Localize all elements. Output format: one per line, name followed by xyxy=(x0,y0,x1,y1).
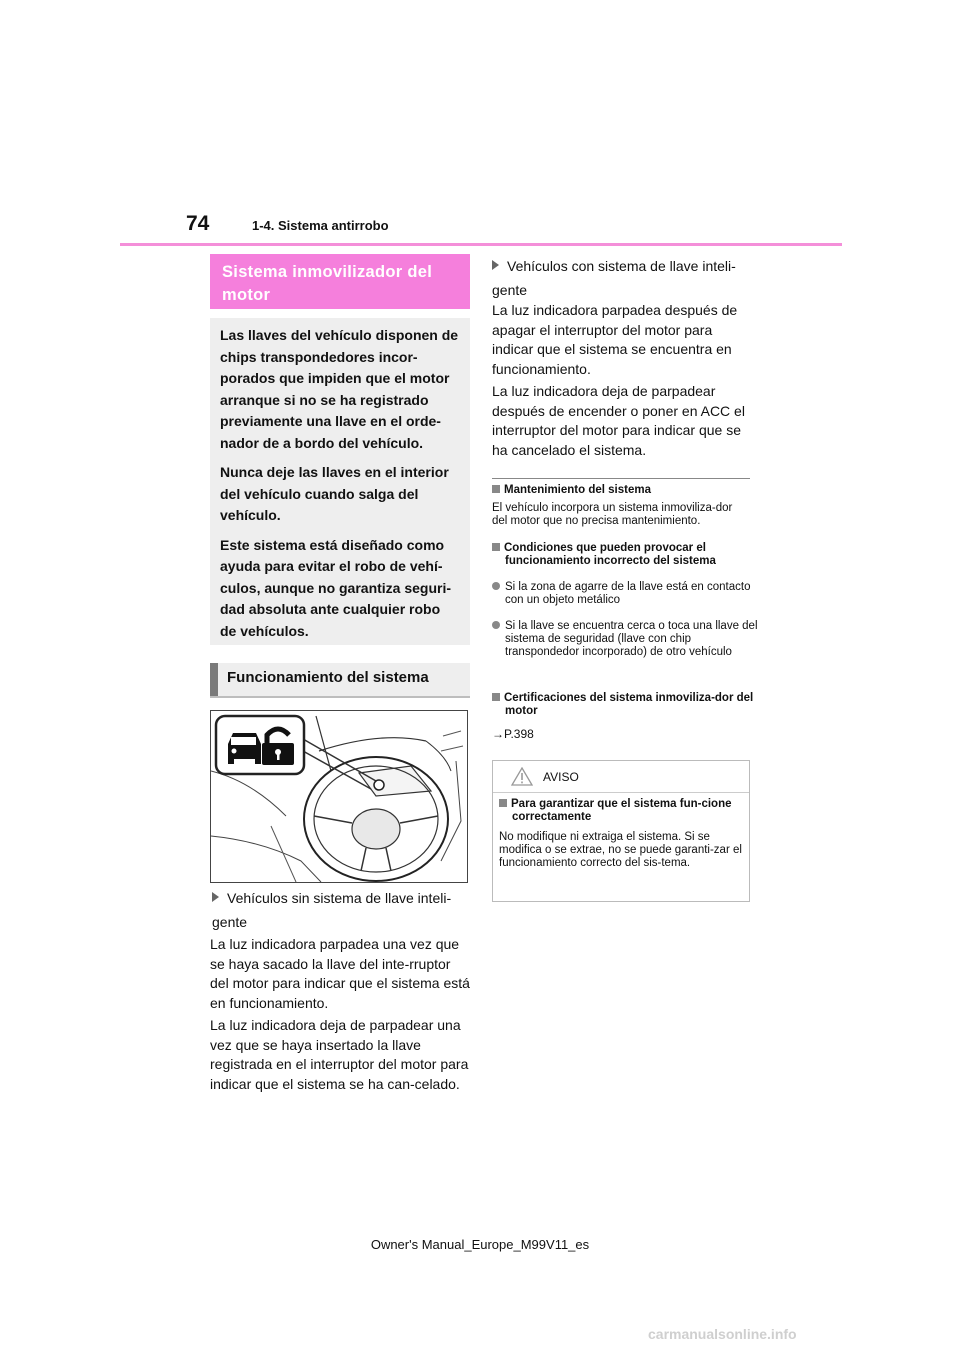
heading-text: Condiciones que pueden provocar el funcionamiento incorrecto del sistema xyxy=(504,542,716,567)
page-number: 74 xyxy=(186,212,210,235)
intro-paragraph: Nunca deje las llaves en el interior del vehículo cuando salga del vehículo. xyxy=(220,464,449,523)
heading-text: Para garantizar que el sistema fun-cione correctamente xyxy=(511,798,732,823)
warning-header xyxy=(493,761,749,793)
square-bullet-icon xyxy=(492,485,500,493)
heading-underline xyxy=(210,696,470,698)
heading-text: Certificaciones del sistema inmoviliza-dor del motor xyxy=(504,692,754,717)
intro-paragraph: Las llaves del vehículo disponen de chips transpondedores incor-porados que impiden que el motor arranque si no se ha registrado previamente una llave en el orde-nador de a bordo del vehículo. xyxy=(220,327,459,451)
list-item xyxy=(492,581,763,607)
immobilizer-intro-box xyxy=(210,318,470,645)
conditions-heading xyxy=(492,542,763,568)
bullet-text: Vehículos sin sistema de llave inteli-gente xyxy=(212,890,452,930)
list-item xyxy=(492,254,750,302)
paragraph: La luz indicadora deja de parpadear una vez que se haya insertado la llave registrada en el interruptor del motor para indicar que el sistema se ha can-celado. xyxy=(210,1017,469,1092)
arrow-icon xyxy=(212,892,219,902)
bullet-text: Vehículos con sistema de llave inteli-gente xyxy=(492,258,736,298)
warning-heading xyxy=(499,798,752,824)
maintenance-heading xyxy=(492,484,750,497)
watermark: carmanualsonline.info xyxy=(648,1326,797,1342)
paragraph: La luz indicadora parpadea una vez que se haya sacado la llave del inte-rruptor del motor para indicar que el sistema está en funcionamiento. xyxy=(210,936,470,1011)
square-bullet-icon xyxy=(499,799,507,807)
paragraph: La luz indicadora parpadea después de apagar el interruptor del motor para indicar que el sistema se encuentra en funcionamiento. xyxy=(492,302,738,377)
paragraph: La luz indicadora deja de parpadear después de encender o poner en ACC el interruptor del motor para indicar que se ha cancelado el sistema. xyxy=(492,383,745,458)
certifications-heading xyxy=(492,692,763,718)
warning-triangle-icon xyxy=(511,767,533,786)
dashboard-drawing xyxy=(211,711,467,882)
dashboard-illustration xyxy=(210,710,468,883)
square-bullet-icon xyxy=(492,543,500,551)
item-text: Si la zona de agarre de la llave está en contacto con un objeto metálico xyxy=(505,581,751,606)
divider xyxy=(492,478,750,479)
header-rule xyxy=(120,243,842,246)
list-item xyxy=(212,886,470,934)
page-reference-link[interactable]: →P.398 xyxy=(492,727,534,741)
list-item xyxy=(492,620,763,659)
circle-bullet-icon xyxy=(492,582,500,590)
circle-bullet-icon xyxy=(492,621,500,629)
square-bullet-icon xyxy=(492,693,500,701)
immobilizer-heading: Sistema inmovilizador del motor xyxy=(210,254,470,309)
warning-label: AVISO xyxy=(543,770,579,784)
arrow-icon xyxy=(492,260,499,270)
warning-text: No modifique ni extraiga el sistema. Si se modifica o se extrae, no se puede garanti-zar el funcionamiento correcto del sis-tema. xyxy=(499,831,742,869)
section-title: 1-4. Sistema antirrobo xyxy=(252,218,389,233)
item-text: Si la llave se encuentra cerca o toca una llave del sistema de seguridad (llave con chip transpondedor incorporado) de otro vehículo xyxy=(505,620,758,658)
intro-paragraph: Este sistema está diseñado como ayuda para evitar el robo de vehí-culos, aunque no garantiza seguri-dad absoluta ante cualquier robo de vehículos. xyxy=(220,536,452,639)
operation-heading: Funcionamiento del sistema xyxy=(210,663,470,696)
warning-box xyxy=(492,760,750,902)
footer: Owner's Manual_Europe_M99V11_es xyxy=(370,1237,590,1252)
heading-text: Mantenimiento del sistema xyxy=(504,484,651,496)
maintenance-text: El vehículo incorpora un sistema inmoviliza-dor del motor que no precisa mantenimiento. xyxy=(492,502,733,527)
